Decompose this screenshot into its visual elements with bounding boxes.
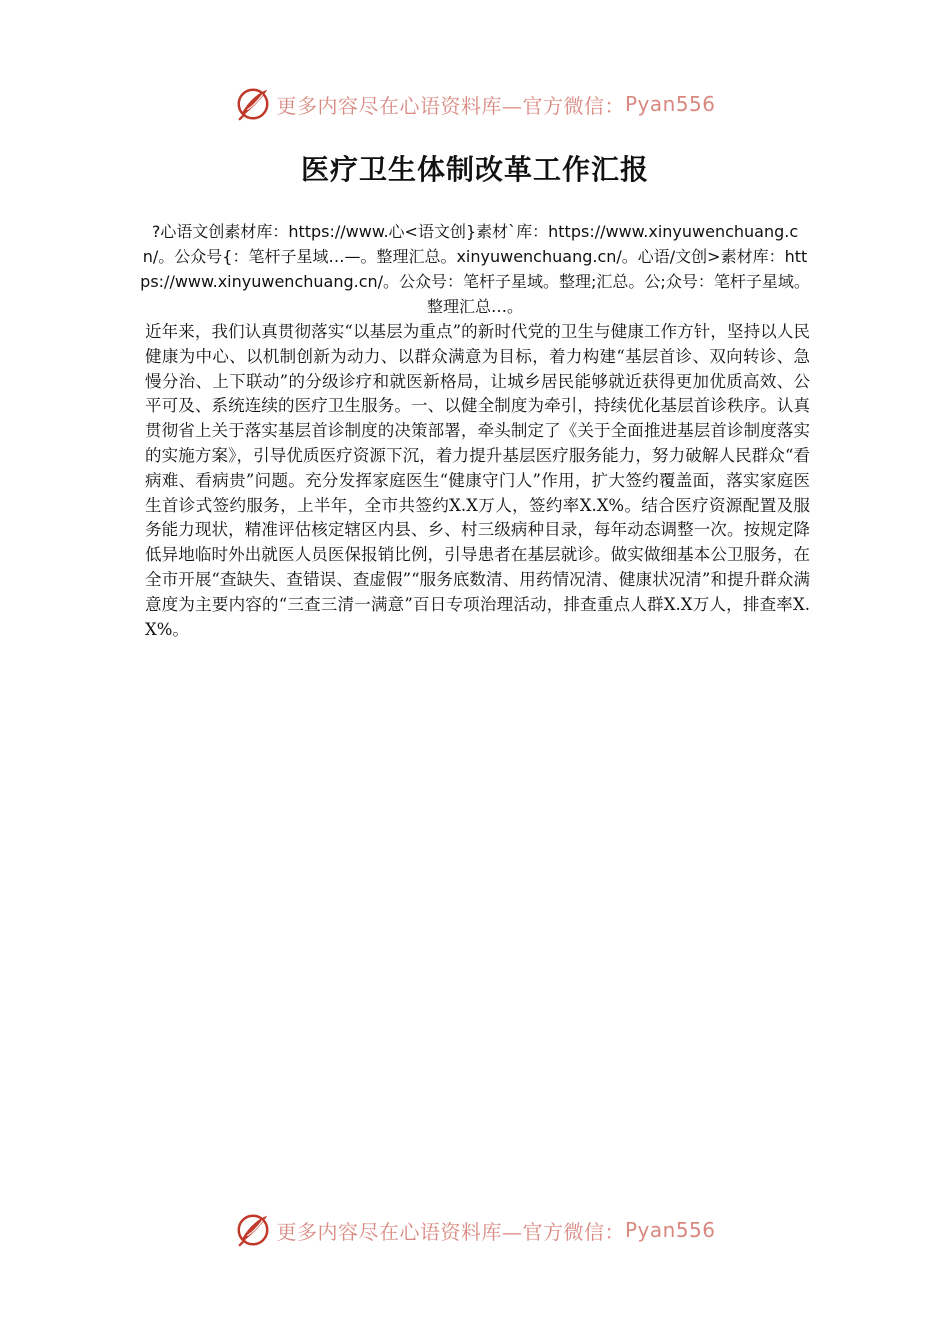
document-meta-watermark-text: ?心语文创素材库：https://www.心<语文创}素材`库：https://www.xinyuwenchuang.cn/。公众号{：笔杆子星域…—。整理汇总。xinyuwenchuang.cn/。心语/文创>素材库：https://www.xinyuwenchuang.cn/。公众号：笔杆子星域。整理;汇总。公;众号：笔杆子星域。整理汇总…。 (140, 222, 810, 316)
pen-quill-logo-icon (234, 1211, 272, 1249)
footer-banner-text: 更多内容尽在心语资料库—官方微信： (276, 1219, 625, 1244)
footer-banner (0, 1208, 950, 1252)
document-body-paragraph: 近年来，我们认真贯彻落实“以基层为重点”的新时代党的卫生与健康工作方针，坚持以人民健康为中心、以机制创新为动力、以群众满意为目标，着力构建“基层首诊、双向转诊、急慢分治、上下联动”的分级诊疗和就医新格局，让城乡居民能够就近获得更加优质高效、公平可及、系统连续的医疗卫生服务。一、以健全制度为牵引，持续优化基层首诊秩序。认真贯彻省上关于落实基层首诊制度的决策部署，牵头制定了《关于全面推进基层首诊制度落实的实施方案》，引导优质医疗资源下沉，着力提升基层医疗服务能力，努力破解人民群众“看病难、看病贵”问题。充分发挥家庭医生“健康守门人”作用，扩大签约覆盖面，落实家庭医生首诊式签约服务，上半年，全市共签约X.X万人，签约率X.X%。结合医疗资源配置及服务能力现状，精准评估核定辖区内县、乡、村三级病种目录，每年动态调整一次。按规定降低异地临时外出就医人员医保报销比例，引导患者在基层就诊。做实做细基本公卫服务，在全市开展“查缺失、查错误、查虚假”“服务底数清、用药情况清、健康状况清”和提升群众满意度为主要内容的“三查三清一满意”百日专项治理活动，排查重点人群X.X万人，排查率X.X%。 (145, 322, 810, 639)
footer-banner-content (234, 1211, 715, 1249)
footer-banner-wechat-id: Pyan556 (624, 1218, 716, 1242)
header-banner-text: 更多内容尽在心语资料库—官方微信： (276, 93, 625, 118)
document-title: 医疗卫生体制改革工作汇报 (300, 153, 649, 186)
pen-quill-logo-icon (234, 85, 272, 123)
header-banner-wechat-id: Pyan556 (624, 92, 716, 116)
header-banner-content (234, 85, 715, 123)
header-banner (0, 82, 950, 126)
